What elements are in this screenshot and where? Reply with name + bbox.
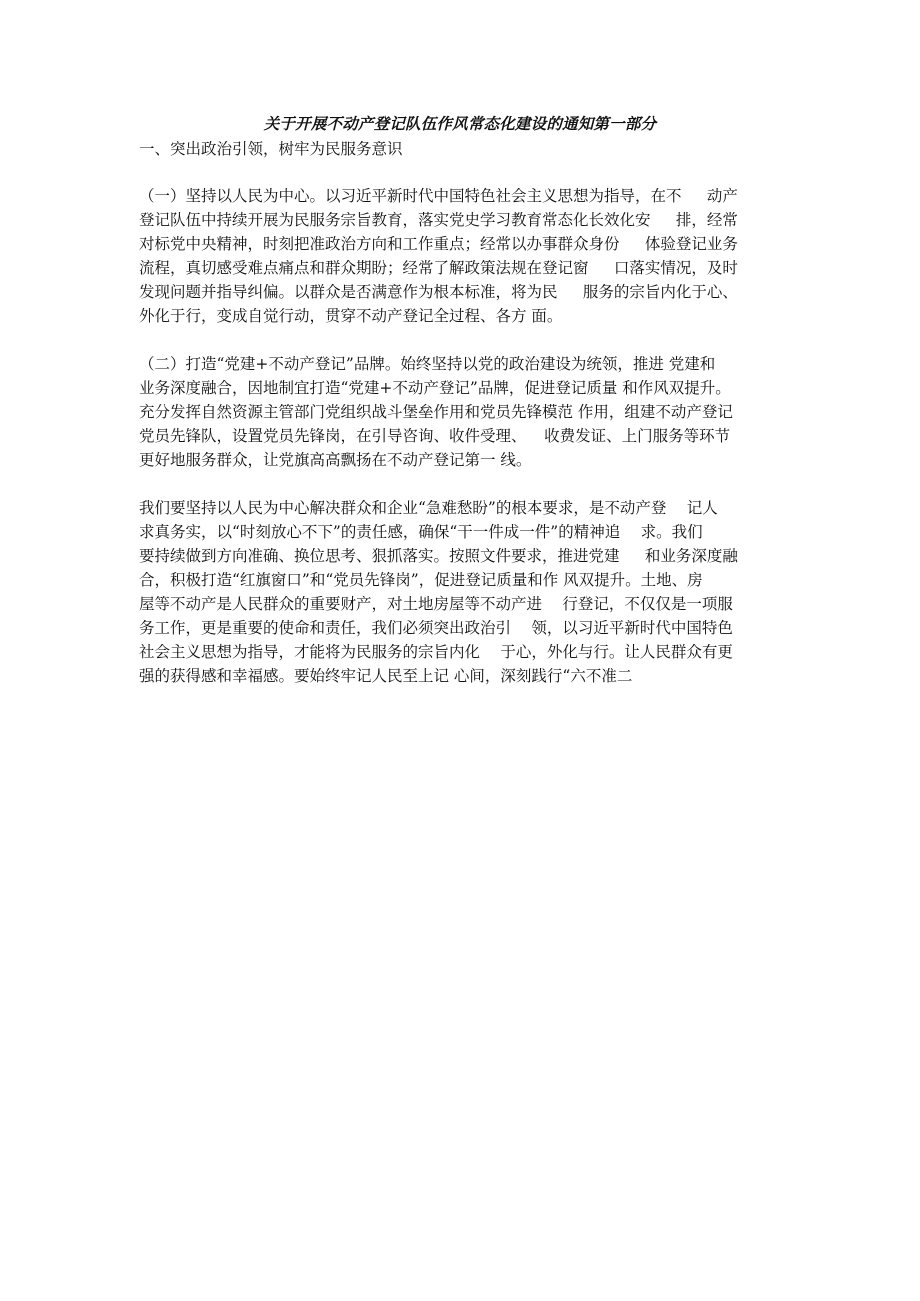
paragraph-line: 登记队伍中持续开展为民服务宗旨教育，落实党史学习教育常态化长效化安 排，经常	[139, 211, 738, 229]
paragraph-2	[139, 352, 789, 472]
paragraph-3	[139, 496, 789, 688]
paragraph-1	[139, 184, 789, 328]
paragraph-line: 党员先锋队，设置党员先锋岗，在引导咨询、收件受理、 收费发证、上门服务等环节	[139, 427, 731, 445]
document-title: 关于开展不动产登记队伍作风常态化建设的通知第一部分	[263, 114, 657, 133]
paragraph-line: 流程，真切感受难点痛点和群众期盼；经常了解政策法规在登记窗 口落实情况，及时	[139, 259, 738, 277]
paragraph-line: 社会主义思想为指导，才能将为民服务的宗旨内化 于心，外化与行。让人民群众有更	[139, 643, 733, 661]
paragraph-line: 业务深度融合，因地制宜打造“党建+不动产登记”品牌，促进登记质量 和作风双提升。	[139, 379, 731, 397]
paragraph-line: 务工作，更是重要的使命和责任，我们必须突出政治引 领，以习近平新时代中国特色	[139, 619, 733, 637]
paragraph-line: 要持续做到方向准确、换位思考、狠抓落实。按照文件要求，推进党建 和业务深度融	[139, 547, 738, 565]
paragraph-line: 屋等不动产是人民群众的重要财产，对土地房屋等不动产进 行登记，不仅仅是一项服	[139, 595, 733, 613]
paragraph-line: 强的获得感和幸福感。要始终牢记人民至上记 心间，深刻践行“六不准二	[139, 667, 633, 685]
paragraph-line: 外化于行，变成自觉行动，贯穿不动产登记全过程、各方 面。	[139, 307, 563, 325]
section-heading: 一、突出政治引领，树牢为民服务意识	[139, 140, 403, 158]
paragraph-line: 更好地服务群众，让党旗高高飘扬在不动产登记第一 线。	[139, 451, 532, 469]
paragraph-line: 充分发挥自然资源主管部门党组织战斗堡垒作用和党员先锋模范 作用，组建不动产登记	[139, 403, 733, 421]
paragraph-line: （二）打造“党建+不动产登记”品牌。始终坚持以党的政治建设为统领，推进 党建和	[139, 355, 716, 373]
paragraph-line: 对标党中央精神，时刻把准政治方向和工作重点；经常以办事群众身份 体验登记业务	[139, 235, 738, 253]
paragraph-line: 求真务实，以“时刻放心不下”的责任感，确保“干一件成一件”的精神追 求。我们	[139, 523, 703, 541]
paragraph-line: 我们要坚持以人民为中心解决群众和企业“急难愁盼”的根本要求，是不动产登 记人	[139, 499, 718, 517]
paragraph-line: 发现问题并指导纠偏。以群众是否满意作为根本标准，将为民 服务的宗旨内化于心、	[139, 283, 738, 301]
paragraph-line: 合，积极打造“红旗窗口”和“党员先锋岗”，促进登记质量和作 风双提升。土地、房	[139, 571, 703, 589]
paragraph-line: （一）坚持以人民为中心。以习近平新时代中国特色社会主义思想为指导，在不 动产	[139, 187, 738, 205]
